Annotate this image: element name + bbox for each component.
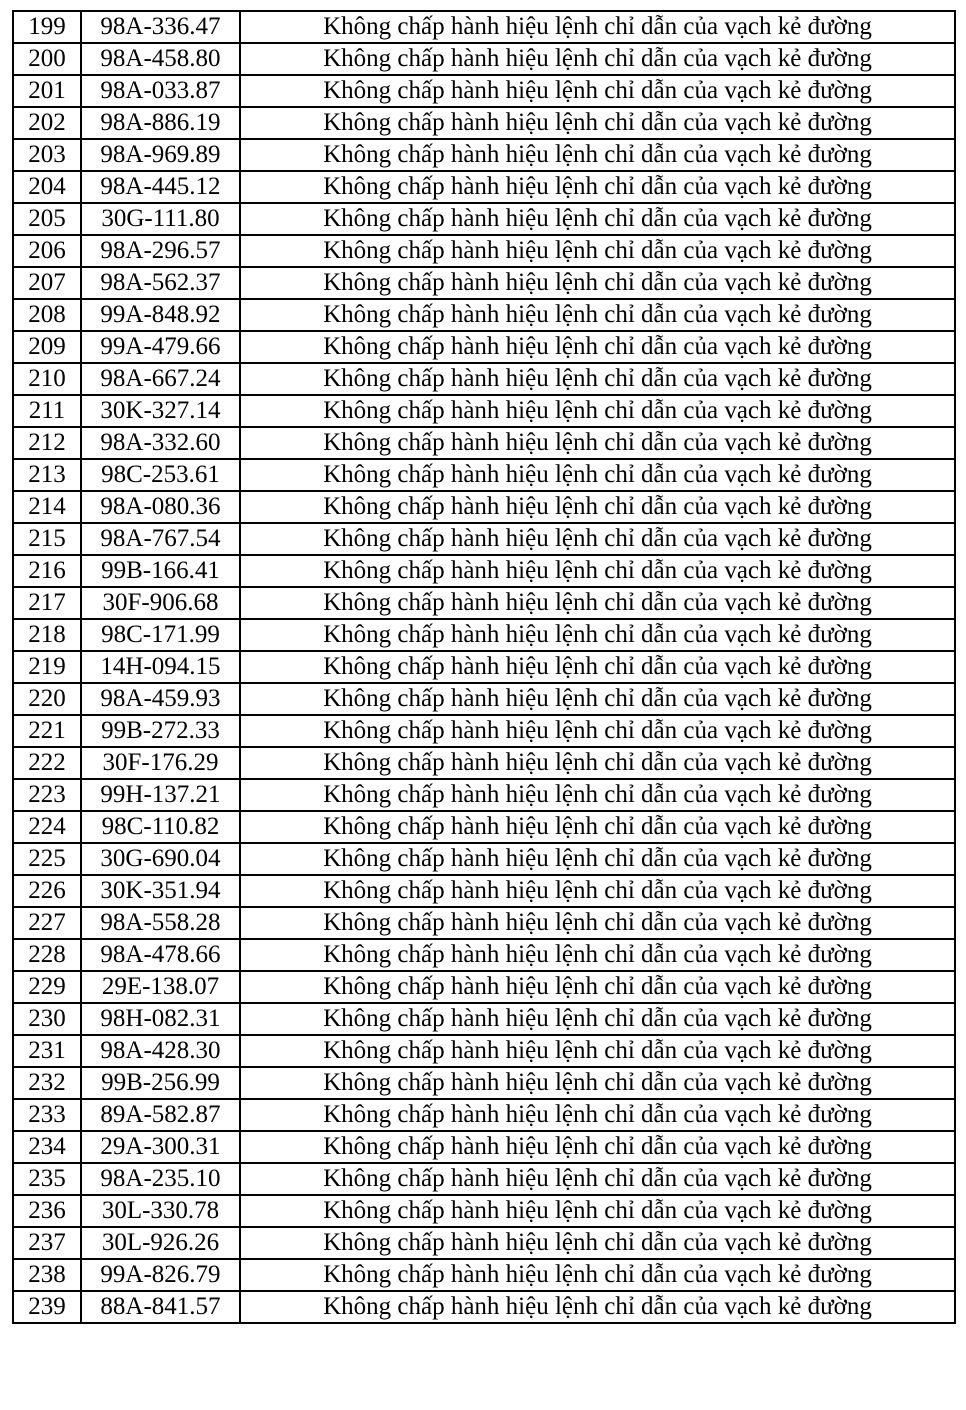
row-number-cell: 228 [13, 939, 81, 971]
table-row [13, 779, 955, 811]
license-plate-cell: 98A-235.10 [81, 1163, 240, 1195]
license-plate-cell: 30L-926.26 [81, 1227, 240, 1259]
license-plate-cell: 99B-272.33 [81, 715, 240, 747]
license-plate-cell: 98H-082.31 [81, 1003, 240, 1035]
table-row [13, 971, 955, 1003]
row-number-cell: 223 [13, 779, 81, 811]
table-row [13, 395, 955, 427]
violation-cell: Không chấp hành hiệu lệnh chỉ dẫn của vạch kẻ đường [240, 267, 955, 299]
license-plate-cell: 99B-166.41 [81, 555, 240, 587]
violation-cell: Không chấp hành hiệu lệnh chỉ dẫn của vạch kẻ đường [240, 683, 955, 715]
table-row [13, 1131, 955, 1163]
violation-cell: Không chấp hành hiệu lệnh chỉ dẫn của vạch kẻ đường [240, 1035, 955, 1067]
license-plate-cell: 98A-558.28 [81, 907, 240, 939]
violation-cell: Không chấp hành hiệu lệnh chỉ dẫn của vạch kẻ đường [240, 1099, 955, 1131]
violation-cell: Không chấp hành hiệu lệnh chỉ dẫn của vạch kẻ đường [240, 43, 955, 75]
table-row [13, 299, 955, 331]
violation-cell: Không chấp hành hiệu lệnh chỉ dẫn của vạch kẻ đường [240, 203, 955, 235]
license-plate-cell: 14H-094.15 [81, 651, 240, 683]
license-plate-cell: 98A-459.93 [81, 683, 240, 715]
license-plate-cell: 98C-110.82 [81, 811, 240, 843]
row-number-cell: 222 [13, 747, 81, 779]
table-row [13, 11, 955, 43]
violation-cell: Không chấp hành hiệu lệnh chỉ dẫn của vạch kẻ đường [240, 939, 955, 971]
violation-cell: Không chấp hành hiệu lệnh chỉ dẫn của vạch kẻ đường [240, 715, 955, 747]
document-page [12, 10, 954, 1324]
violation-cell: Không chấp hành hiệu lệnh chỉ dẫn của vạch kẻ đường [240, 331, 955, 363]
row-number-cell: 204 [13, 171, 81, 203]
violation-cell: Không chấp hành hiệu lệnh chỉ dẫn của vạch kẻ đường [240, 235, 955, 267]
table-row [13, 939, 955, 971]
row-number-cell: 205 [13, 203, 81, 235]
violation-cell: Không chấp hành hiệu lệnh chỉ dẫn của vạch kẻ đường [240, 491, 955, 523]
license-plate-cell: 99B-256.99 [81, 1067, 240, 1099]
violation-cell: Không chấp hành hiệu lệnh chỉ dẫn của vạch kẻ đường [240, 11, 955, 43]
table-row [13, 811, 955, 843]
row-number-cell: 225 [13, 843, 81, 875]
table-row [13, 523, 955, 555]
violation-cell: Không chấp hành hiệu lệnh chỉ dẫn của vạch kẻ đường [240, 1227, 955, 1259]
table-row [13, 875, 955, 907]
license-plate-cell: 99A-826.79 [81, 1259, 240, 1291]
table-row [13, 1067, 955, 1099]
license-plate-cell: 98A-767.54 [81, 523, 240, 555]
violation-cell: Không chấp hành hiệu lệnh chỉ dẫn của vạch kẻ đường [240, 299, 955, 331]
row-number-cell: 218 [13, 619, 81, 651]
license-plate-cell: 29A-300.31 [81, 1131, 240, 1163]
table-row [13, 267, 955, 299]
license-plate-cell: 88A-841.57 [81, 1291, 240, 1323]
table-row [13, 747, 955, 779]
violation-table [12, 10, 956, 1324]
row-number-cell: 213 [13, 459, 81, 491]
license-plate-cell: 98C-171.99 [81, 619, 240, 651]
row-number-cell: 201 [13, 75, 81, 107]
row-number-cell: 224 [13, 811, 81, 843]
table-row [13, 1035, 955, 1067]
license-plate-cell: 98A-969.89 [81, 139, 240, 171]
table-row [13, 139, 955, 171]
table-row [13, 1163, 955, 1195]
license-plate-cell: 98A-332.60 [81, 427, 240, 459]
violation-table-body [13, 11, 955, 1323]
table-row [13, 843, 955, 875]
violation-cell: Không chấp hành hiệu lệnh chỉ dẫn của vạch kẻ đường [240, 875, 955, 907]
table-row [13, 427, 955, 459]
violation-cell: Không chấp hành hiệu lệnh chỉ dẫn của vạch kẻ đường [240, 1003, 955, 1035]
row-number-cell: 209 [13, 331, 81, 363]
license-plate-cell: 30G-111.80 [81, 203, 240, 235]
violation-cell: Không chấp hành hiệu lệnh chỉ dẫn của vạch kẻ đường [240, 395, 955, 427]
row-number-cell: 206 [13, 235, 81, 267]
license-plate-cell: 98A-667.24 [81, 363, 240, 395]
violation-cell: Không chấp hành hiệu lệnh chỉ dẫn của vạch kẻ đường [240, 1067, 955, 1099]
row-number-cell: 227 [13, 907, 81, 939]
row-number-cell: 234 [13, 1131, 81, 1163]
row-number-cell: 211 [13, 395, 81, 427]
row-number-cell: 237 [13, 1227, 81, 1259]
license-plate-cell: 99A-479.66 [81, 331, 240, 363]
table-row [13, 363, 955, 395]
table-row [13, 331, 955, 363]
license-plate-cell: 98A-296.57 [81, 235, 240, 267]
license-plate-cell: 30K-327.14 [81, 395, 240, 427]
row-number-cell: 238 [13, 1259, 81, 1291]
license-plate-cell: 29E-138.07 [81, 971, 240, 1003]
violation-cell: Không chấp hành hiệu lệnh chỉ dẫn của vạch kẻ đường [240, 555, 955, 587]
violation-cell: Không chấp hành hiệu lệnh chỉ dẫn của vạch kẻ đường [240, 427, 955, 459]
row-number-cell: 231 [13, 1035, 81, 1067]
table-row [13, 1291, 955, 1323]
violation-cell: Không chấp hành hiệu lệnh chỉ dẫn của vạch kẻ đường [240, 907, 955, 939]
table-row [13, 715, 955, 747]
violation-cell: Không chấp hành hiệu lệnh chỉ dẫn của vạch kẻ đường [240, 811, 955, 843]
violation-cell: Không chấp hành hiệu lệnh chỉ dẫn của vạch kẻ đường [240, 971, 955, 1003]
row-number-cell: 212 [13, 427, 81, 459]
license-plate-cell: 30L-330.78 [81, 1195, 240, 1227]
row-number-cell: 232 [13, 1067, 81, 1099]
license-plate-cell: 99H-137.21 [81, 779, 240, 811]
row-number-cell: 202 [13, 107, 81, 139]
license-plate-cell: 98A-445.12 [81, 171, 240, 203]
license-plate-cell: 30K-351.94 [81, 875, 240, 907]
row-number-cell: 216 [13, 555, 81, 587]
violation-cell: Không chấp hành hiệu lệnh chỉ dẫn của vạch kẻ đường [240, 1291, 955, 1323]
row-number-cell: 214 [13, 491, 81, 523]
violation-cell: Không chấp hành hiệu lệnh chỉ dẫn của vạch kẻ đường [240, 619, 955, 651]
table-row [13, 107, 955, 139]
table-row [13, 683, 955, 715]
table-row [13, 1099, 955, 1131]
table-row [13, 43, 955, 75]
row-number-cell: 217 [13, 587, 81, 619]
row-number-cell: 230 [13, 1003, 81, 1035]
violation-cell: Không chấp hành hiệu lệnh chỉ dẫn của vạch kẻ đường [240, 1163, 955, 1195]
table-row [13, 907, 955, 939]
license-plate-cell: 99A-848.92 [81, 299, 240, 331]
table-row [13, 203, 955, 235]
table-row [13, 1003, 955, 1035]
table-row [13, 491, 955, 523]
license-plate-cell: 30F-176.29 [81, 747, 240, 779]
row-number-cell: 226 [13, 875, 81, 907]
row-number-cell: 219 [13, 651, 81, 683]
violation-cell: Không chấp hành hiệu lệnh chỉ dẫn của vạch kẻ đường [240, 363, 955, 395]
license-plate-cell: 98A-886.19 [81, 107, 240, 139]
row-number-cell: 200 [13, 43, 81, 75]
row-number-cell: 221 [13, 715, 81, 747]
license-plate-cell: 98A-562.37 [81, 267, 240, 299]
license-plate-cell: 30G-690.04 [81, 843, 240, 875]
violation-cell: Không chấp hành hiệu lệnh chỉ dẫn của vạch kẻ đường [240, 1131, 955, 1163]
row-number-cell: 236 [13, 1195, 81, 1227]
violation-cell: Không chấp hành hiệu lệnh chỉ dẫn của vạch kẻ đường [240, 107, 955, 139]
row-number-cell: 229 [13, 971, 81, 1003]
license-plate-cell: 98A-458.80 [81, 43, 240, 75]
table-row [13, 459, 955, 491]
row-number-cell: 199 [13, 11, 81, 43]
table-row [13, 1227, 955, 1259]
violation-cell: Không chấp hành hiệu lệnh chỉ dẫn của vạch kẻ đường [240, 139, 955, 171]
violation-cell: Không chấp hành hiệu lệnh chỉ dẫn của vạch kẻ đường [240, 843, 955, 875]
violation-cell: Không chấp hành hiệu lệnh chỉ dẫn của vạch kẻ đường [240, 171, 955, 203]
license-plate-cell: 98A-033.87 [81, 75, 240, 107]
table-row [13, 619, 955, 651]
violation-cell: Không chấp hành hiệu lệnh chỉ dẫn của vạch kẻ đường [240, 1195, 955, 1227]
violation-cell: Không chấp hành hiệu lệnh chỉ dẫn của vạch kẻ đường [240, 747, 955, 779]
license-plate-cell: 98A-478.66 [81, 939, 240, 971]
table-row [13, 171, 955, 203]
license-plate-cell: 89A-582.87 [81, 1099, 240, 1131]
violation-cell: Không chấp hành hiệu lệnh chỉ dẫn của vạch kẻ đường [240, 779, 955, 811]
row-number-cell: 215 [13, 523, 81, 555]
row-number-cell: 233 [13, 1099, 81, 1131]
violation-cell: Không chấp hành hiệu lệnh chỉ dẫn của vạch kẻ đường [240, 75, 955, 107]
table-row [13, 1195, 955, 1227]
table-row [13, 651, 955, 683]
row-number-cell: 207 [13, 267, 81, 299]
license-plate-cell: 98A-428.30 [81, 1035, 240, 1067]
table-row [13, 75, 955, 107]
violation-cell: Không chấp hành hiệu lệnh chỉ dẫn của vạch kẻ đường [240, 1259, 955, 1291]
violation-cell: Không chấp hành hiệu lệnh chỉ dẫn của vạch kẻ đường [240, 523, 955, 555]
violation-cell: Không chấp hành hiệu lệnh chỉ dẫn của vạch kẻ đường [240, 459, 955, 491]
license-plate-cell: 98A-336.47 [81, 11, 240, 43]
license-plate-cell: 30F-906.68 [81, 587, 240, 619]
violation-cell: Không chấp hành hiệu lệnh chỉ dẫn của vạch kẻ đường [240, 587, 955, 619]
row-number-cell: 208 [13, 299, 81, 331]
row-number-cell: 210 [13, 363, 81, 395]
row-number-cell: 239 [13, 1291, 81, 1323]
row-number-cell: 203 [13, 139, 81, 171]
row-number-cell: 220 [13, 683, 81, 715]
license-plate-cell: 98C-253.61 [81, 459, 240, 491]
table-row [13, 1259, 955, 1291]
table-row [13, 555, 955, 587]
table-row [13, 235, 955, 267]
row-number-cell: 235 [13, 1163, 81, 1195]
table-row [13, 587, 955, 619]
license-plate-cell: 98A-080.36 [81, 491, 240, 523]
violation-cell: Không chấp hành hiệu lệnh chỉ dẫn của vạch kẻ đường [240, 651, 955, 683]
